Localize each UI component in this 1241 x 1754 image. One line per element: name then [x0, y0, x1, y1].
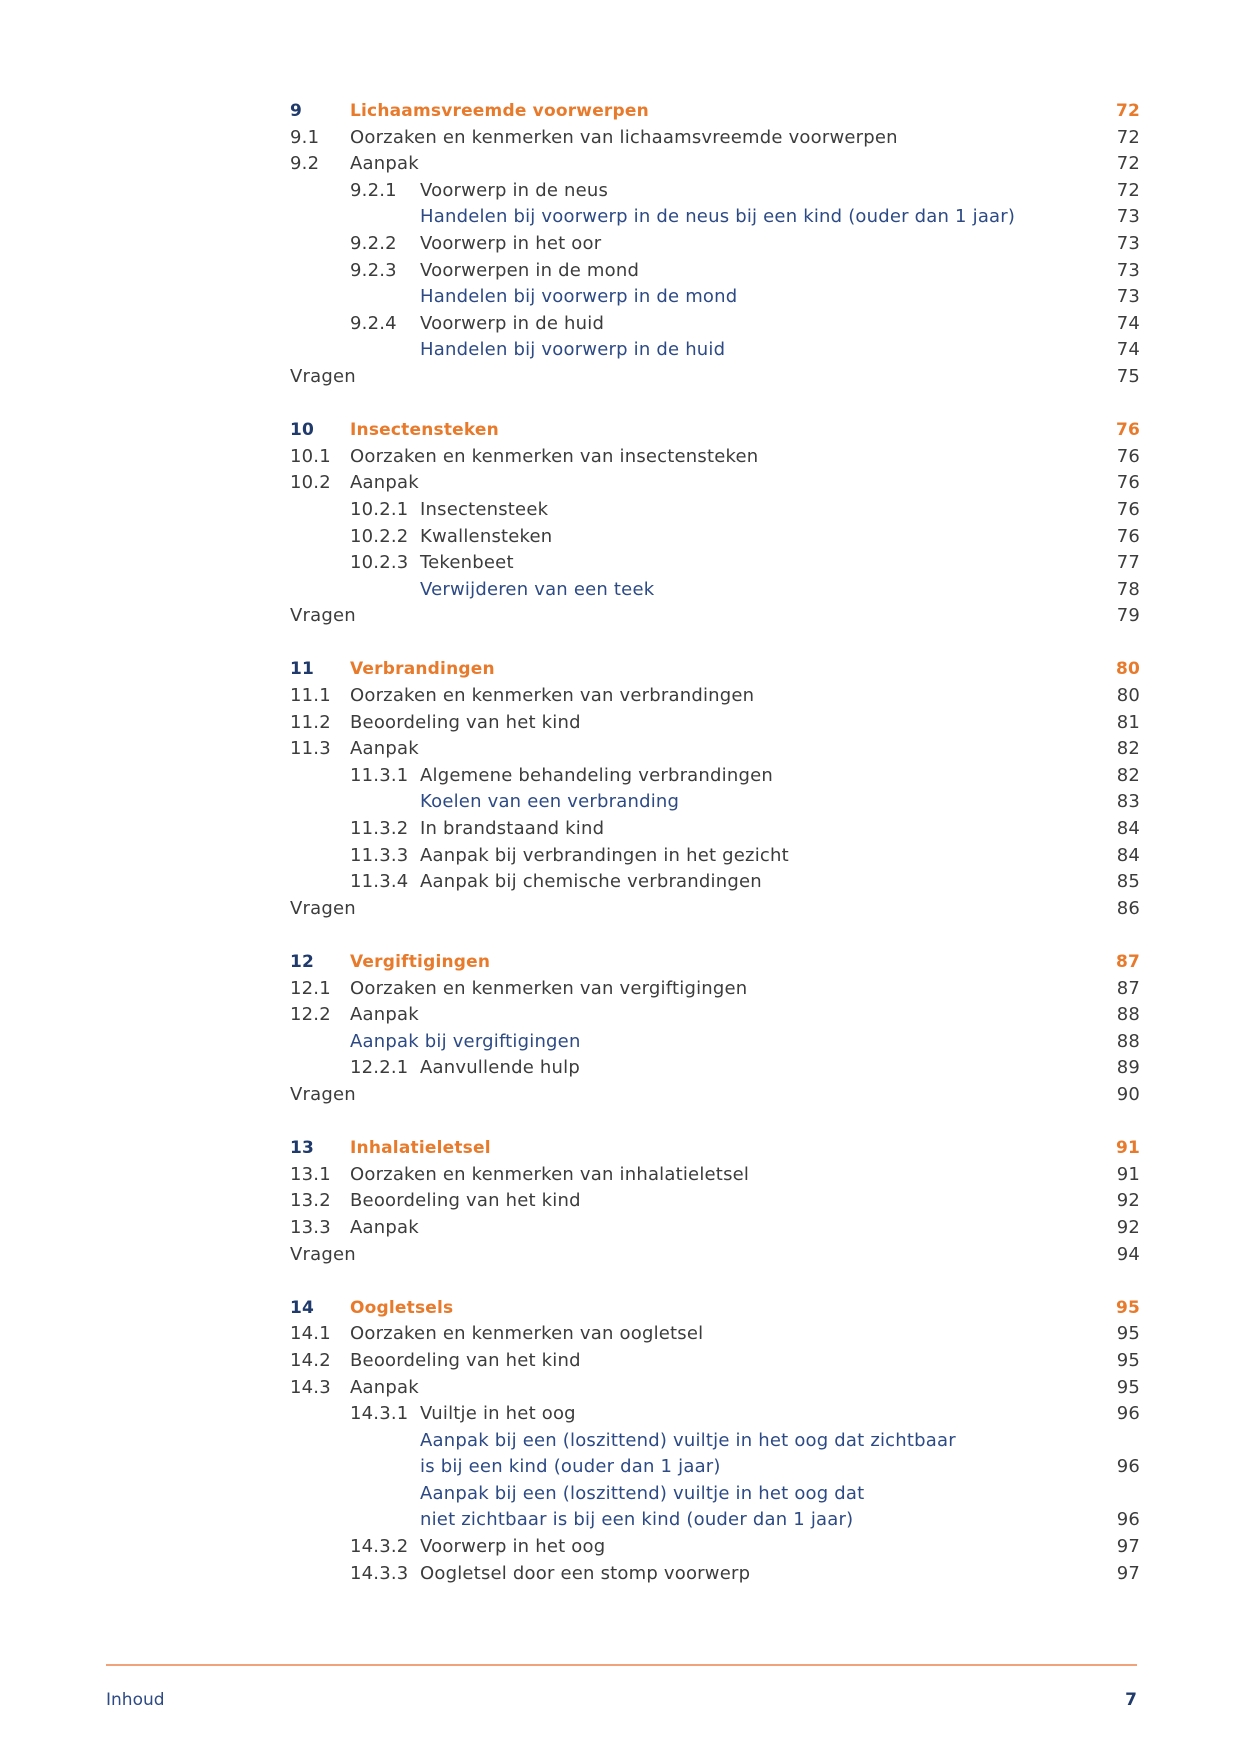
entry-number: 14.3.1: [350, 1403, 409, 1425]
chapter-page: 87: [1115, 952, 1140, 972]
toc-entry[interactable]: [290, 497, 1140, 524]
entry-page: 76: [1116, 445, 1140, 467]
entry-title: Handelen bij voorwerp in de mond: [420, 286, 738, 308]
toc-entry[interactable]: [290, 577, 1140, 604]
entry-title: Vuiltje in het oog: [420, 1403, 576, 1425]
entry-title: Aanpak: [350, 1376, 419, 1398]
toc-entry[interactable]: [290, 151, 1140, 178]
entry-title: Aanpak: [350, 153, 419, 175]
chapter-number: 11: [290, 659, 315, 680]
chapter-page: 80: [1115, 659, 1140, 680]
entry-number: 14.3.3: [350, 1562, 409, 1584]
entry-title: Oogletsel door een stomp voorwerp: [420, 1562, 751, 1584]
toc-chapter-heading[interactable]: [290, 98, 1140, 125]
entry-page: 77: [1116, 552, 1140, 574]
chapter-page: 72: [1115, 101, 1140, 121]
entry-number: 11.2: [290, 711, 331, 733]
entry-number: 12.1: [290, 977, 331, 999]
chapter-title: Vergiftigingen: [350, 952, 491, 972]
toc-entry[interactable]: [290, 1481, 1140, 1508]
entry-title: Aanpak: [350, 1004, 419, 1026]
chapter-number: 13: [290, 1138, 315, 1159]
entry-title: Handelen bij voorwerp in de huid: [420, 339, 726, 361]
entry-title: Oorzaken en kenmerken van inhalatieletsel: [350, 1163, 750, 1185]
entry-number: 9.2.1: [350, 179, 397, 201]
entry-number: 12.2: [290, 1004, 331, 1026]
entry-page: 92: [1116, 1216, 1140, 1238]
entry-title: Oorzaken en kenmerken van verbrandingen: [350, 685, 755, 707]
toc-entry[interactable]: [290, 337, 1140, 364]
chapter-spacer: [290, 1268, 1140, 1295]
toc-chapter-heading[interactable]: [290, 1135, 1140, 1162]
entry-number: 11.3.4: [350, 871, 409, 893]
entry-page: 96: [1116, 1509, 1140, 1531]
toc-entry[interactable]: [290, 763, 1140, 790]
chapter-number: 14: [290, 1297, 315, 1318]
footer-divider: [106, 1664, 1137, 1666]
entry-page: 74: [1116, 339, 1140, 361]
toc-questions-entry[interactable]: [290, 896, 1140, 923]
entry-page: 97: [1116, 1562, 1140, 1584]
entry-title: Vragen: [290, 365, 356, 387]
entry-page: 95: [1116, 1349, 1140, 1371]
entry-title: Beoordeling van het kind: [350, 1349, 581, 1371]
entry-page: 92: [1116, 1190, 1140, 1212]
entry-title: niet zichtbaar is bij een kind (ouder dan 1 jaar): [420, 1509, 854, 1531]
chapter-spacer: [290, 922, 1140, 949]
entry-title: Oorzaken en kenmerken van oogletsel: [350, 1323, 704, 1345]
toc-questions-entry[interactable]: [290, 603, 1140, 630]
chapter-spacer: [290, 391, 1140, 418]
entry-number: 10.2.2: [350, 525, 409, 547]
entry-page: 73: [1116, 286, 1140, 308]
entry-page: 96: [1116, 1456, 1140, 1478]
entry-title: Aanpak: [350, 1216, 419, 1238]
entry-number: 11.3: [290, 738, 331, 760]
toc-entry[interactable]: [290, 736, 1140, 763]
entry-title: Vragen: [290, 1083, 356, 1105]
toc-entry[interactable]: [290, 125, 1140, 152]
entry-page: 81: [1116, 711, 1140, 733]
entry-page: 95: [1116, 1376, 1140, 1398]
toc-entry[interactable]: [290, 1002, 1140, 1029]
entry-title: Vragen: [290, 897, 356, 919]
toc-entry[interactable]: [290, 1561, 1140, 1588]
entry-page: 76: [1116, 472, 1140, 494]
entry-page: 83: [1116, 791, 1140, 813]
chapter-title: Insectensteken: [350, 420, 499, 441]
toc-entry[interactable]: [290, 1215, 1140, 1242]
chapter-spacer: [290, 1109, 1140, 1136]
entry-title: Aanpak: [350, 738, 419, 760]
entry-number: 9.2.4: [350, 312, 397, 334]
toc-entry[interactable]: [290, 1454, 1140, 1481]
entry-title: Aanpak: [350, 472, 419, 494]
entry-page: 72: [1116, 126, 1140, 148]
entry-title: Aanpak bij vergiftigingen: [350, 1030, 581, 1052]
entry-number: 11.3.3: [350, 844, 409, 866]
entry-page: 76: [1116, 498, 1140, 520]
chapter-page: 76: [1115, 420, 1140, 441]
entry-title: Insectensteek: [420, 498, 549, 520]
table-of-contents: [290, 98, 1140, 1587]
entry-page: 89: [1116, 1057, 1140, 1079]
entry-number: 11.1: [290, 685, 331, 707]
entry-title: Aanpak bij verbrandingen in het gezicht: [420, 844, 789, 866]
entry-page: 91: [1116, 1163, 1140, 1185]
entry-number: 10.2.3: [350, 552, 409, 574]
entry-number: 9.2.2: [350, 232, 397, 254]
entry-title: Oorzaken en kenmerken van lichaamsvreemde voorwerpen: [350, 126, 898, 148]
toc-entry[interactable]: [290, 1162, 1140, 1189]
toc-entry[interactable]: [290, 683, 1140, 710]
entry-number: 13.3: [290, 1216, 331, 1238]
entry-title: Algemene behandeling verbrandingen: [420, 764, 773, 786]
entry-page: 95: [1116, 1323, 1140, 1345]
toc-entry[interactable]: [290, 789, 1140, 816]
toc-entry[interactable]: [290, 1375, 1140, 1402]
toc-entry[interactable]: [290, 1534, 1140, 1561]
toc-chapter-heading[interactable]: [290, 1295, 1140, 1322]
toc-chapter-heading[interactable]: [290, 656, 1140, 683]
toc-entry[interactable]: [290, 976, 1140, 1003]
entry-page: 73: [1116, 206, 1140, 228]
entry-title: Voorwerp in het oog: [420, 1536, 606, 1558]
entry-page: 97: [1116, 1536, 1140, 1558]
entry-title: Aanpak bij chemische verbrandingen: [420, 871, 762, 893]
entry-page: 78: [1116, 578, 1140, 600]
toc-entry[interactable]: [290, 470, 1140, 497]
entry-page: 88: [1116, 1030, 1140, 1052]
toc-entry[interactable]: [290, 1428, 1140, 1455]
chapter-title: Lichaamsvreemde voorwerpen: [350, 101, 649, 121]
toc-questions-entry[interactable]: [290, 1082, 1140, 1109]
entry-number: 11.3.1: [350, 764, 409, 786]
entry-page: 85: [1116, 871, 1140, 893]
toc-entry[interactable]: [290, 524, 1140, 551]
entry-number: 12.2.1: [350, 1057, 409, 1079]
entry-number: 10.2.1: [350, 498, 409, 520]
toc-chapter-heading[interactable]: [290, 417, 1140, 444]
entry-page: 88: [1116, 1004, 1140, 1026]
entry-title: is bij een kind (ouder dan 1 jaar): [420, 1456, 721, 1478]
toc-entry[interactable]: [290, 178, 1140, 205]
entry-number: 9.2: [290, 153, 320, 175]
chapter-spacer: [290, 630, 1140, 657]
entry-title: Voorwerpen in de mond: [420, 259, 640, 281]
entry-number: 13.2: [290, 1190, 331, 1212]
toc-entry[interactable]: [290, 550, 1140, 577]
entry-number: 14.1: [290, 1323, 331, 1345]
entry-title: Voorwerp in de neus: [420, 179, 609, 201]
toc-entry[interactable]: [290, 1029, 1140, 1056]
chapter-number: 12: [290, 952, 315, 972]
entry-title: Handelen bij voorwerp in de neus bij een kind (ouder dan 1 jaar): [420, 206, 1016, 228]
entry-number: 9.2.3: [350, 259, 397, 281]
entry-page: 80: [1116, 685, 1140, 707]
entry-page: 86: [1116, 897, 1140, 919]
entry-title: Aanvullende hulp: [420, 1057, 580, 1079]
entry-number: 14.3: [290, 1376, 331, 1398]
entry-number: 10.2: [290, 472, 331, 494]
entry-page: 72: [1116, 153, 1140, 175]
chapter-number: 10: [290, 420, 315, 441]
toc-entry[interactable]: [290, 869, 1140, 896]
entry-number: 13.1: [290, 1163, 331, 1185]
toc-entry[interactable]: [290, 1321, 1140, 1348]
chapter-title: Oogletsels: [350, 1297, 454, 1318]
toc-entry[interactable]: [290, 1188, 1140, 1215]
entry-number: 14.3.2: [350, 1536, 409, 1558]
toc-entry[interactable]: [290, 204, 1140, 231]
toc-entry[interactable]: [290, 311, 1140, 338]
entry-title: Vragen: [290, 605, 356, 627]
entry-title: Koelen van een verbranding: [420, 791, 680, 813]
entry-page: 84: [1116, 818, 1140, 840]
entry-title: Aanpak bij een (loszittend) vuiltje in het oog dat: [420, 1482, 865, 1504]
entry-page: 84: [1116, 844, 1140, 866]
entry-page: 73: [1116, 232, 1140, 254]
toc-entry[interactable]: [290, 1507, 1140, 1534]
toc-entry[interactable]: [290, 284, 1140, 311]
entry-page: 75: [1116, 365, 1140, 387]
chapter-page: 91: [1115, 1138, 1140, 1159]
chapter-page: 95: [1115, 1297, 1140, 1318]
entry-page: 73: [1116, 259, 1140, 281]
entry-title: Verwijderen van een teek: [420, 578, 655, 600]
toc-entry[interactable]: [290, 816, 1140, 843]
entry-title: Beoordeling van het kind: [350, 711, 581, 733]
toc-entry[interactable]: [290, 444, 1140, 471]
entry-title: Kwallensteken: [420, 525, 553, 547]
footer-page-number: 7: [1125, 1690, 1137, 1710]
entry-page: 72: [1116, 179, 1140, 201]
entry-number: 14.2: [290, 1349, 331, 1371]
entry-page: 82: [1116, 764, 1140, 786]
entry-title: Beoordeling van het kind: [350, 1190, 581, 1212]
entry-title: Oorzaken en kenmerken van insectensteken: [350, 445, 759, 467]
entry-page: 76: [1116, 525, 1140, 547]
entry-title: Oorzaken en kenmerken van vergiftigingen: [350, 977, 748, 999]
entry-number: 9.1: [290, 126, 320, 148]
chapter-number: 9: [290, 101, 303, 121]
entry-page: 94: [1116, 1243, 1140, 1265]
toc-entry[interactable]: [290, 843, 1140, 870]
toc-entry[interactable]: [290, 231, 1140, 258]
entry-page: 79: [1116, 605, 1140, 627]
entry-page: 96: [1116, 1403, 1140, 1425]
toc-entry[interactable]: [290, 1055, 1140, 1082]
entry-title: In brandstaand kind: [420, 818, 605, 840]
toc-questions-entry[interactable]: [290, 1242, 1140, 1269]
toc-entry[interactable]: [290, 258, 1140, 285]
entry-page: 90: [1116, 1083, 1140, 1105]
entry-title: Tekenbeet: [420, 552, 514, 574]
chapter-title: Inhalatieletsel: [350, 1138, 491, 1159]
entry-page: 87: [1116, 977, 1140, 999]
chapter-title: Verbrandingen: [350, 659, 495, 680]
entry-title: Voorwerp in de huid: [420, 312, 605, 334]
toc-entry[interactable]: [290, 710, 1140, 737]
entry-number: 11.3.2: [350, 818, 409, 840]
entry-page: 82: [1116, 738, 1140, 760]
entry-number: 10.1: [290, 445, 331, 467]
toc-questions-entry[interactable]: [290, 364, 1140, 391]
toc-entry[interactable]: [290, 1348, 1140, 1375]
entry-title: Vragen: [290, 1243, 356, 1265]
entry-title: Voorwerp in het oor: [420, 232, 602, 254]
entry-title: Aanpak bij een (loszittend) vuiltje in het oog dat zichtbaar: [420, 1429, 956, 1451]
toc-entry[interactable]: [290, 1401, 1140, 1428]
entry-page: 74: [1116, 312, 1140, 334]
footer-section-label: Inhoud: [106, 1690, 165, 1710]
toc-chapter-heading[interactable]: [290, 949, 1140, 976]
